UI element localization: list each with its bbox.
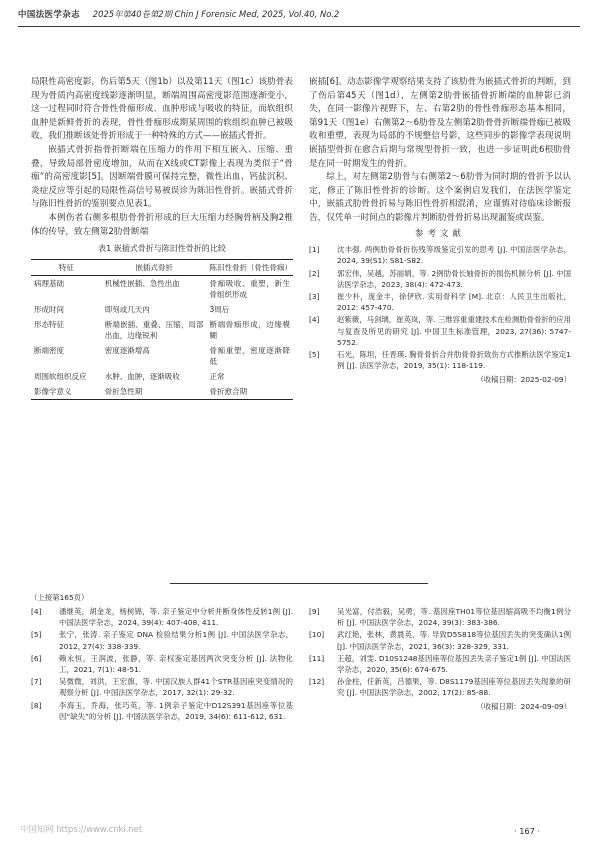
body-paragraph: 本例伤者右侧多根肋骨骨折形成的巨大压缩力经胸骨柄及胸2椎体的传导，致左侧第2肋骨断端 [31, 212, 293, 237]
right-column [309, 76, 571, 387]
body-paragraph: 嵌插式骨折指骨折断端在压缩力的作用下相互嵌入、压缩、重叠，导致局部骨密度增加，从而在X线或CT影像上表现为类似于“骨痂”的高密度影[5]。因断端骨膜可保持完整，微性出血、钙盐沉积、炎症反应等引起的局限性高信号易被误诊为陈旧性骨折。嵌插式骨折与陈旧性骨折的鉴别要点见表1。 [31, 144, 293, 210]
table-row [31, 317, 293, 343]
references-title: 参考文献 [414, 228, 465, 239]
body-paragraph: 嵌插[6]。动态影像学观察结果支持了该肋骨为嵌插式骨折的判断，到了伤后第45天（图1d），左侧第2肋骨嵌插骨折断端的血肿影已消失，在同一影像片视野下，左、右第2肋的骨性骨痂形态基本相同，第91天（图1e）右侧第2～6肋骨及左侧第2肋骨骨折断端骨痂已被吸收和重塑，表现为局部的不规整信号影，这些同步的影像学表现说明嵌插型骨折在愈合后期与常规型骨折一致，也进一步证明此6根肋骨是在同一时期发生的骨折。 [309, 77, 571, 169]
table-cell: 骨折愈合期 [207, 384, 293, 400]
reference-item: [10] 武红艳，张林，黄晨英，等. 导致D5S818等位基因丢失的突变确认1例 [J]. 中国法医学杂志，2021, 36(3): 328-329, 331. [309, 630, 571, 651]
table-cell: 病理基础 [34, 278, 64, 288]
header-rule [18, 26, 580, 27]
reference-item: [8] 李海玉，乔海，张巧英，等. 1例亲子鉴定中D12S391基因座等位基因“缺失”的分析 [J]. 中国法医学杂志，2019, 34(6): 611-612, 631. [31, 700, 293, 721]
comparison-table [31, 259, 293, 400]
reference-item: [3] 崔少朴，庞金丰，徐伊欣. 实用骨科学 [M]. 北京：人民卫生出版社，2012: 457-470. [309, 291, 571, 313]
received-date: （收稿日期：2025-02-09） [476, 375, 571, 385]
table-cell: 骨痂重塑，密度逐渐降低 [209, 345, 290, 366]
journal-name: 中国法医学杂志 [18, 9, 81, 19]
article-divider [170, 583, 428, 584]
table-row [31, 384, 293, 400]
running-header [18, 8, 580, 24]
reference-item: [4] 潘继英，胡金龙，杨树锦，等. 亲子鉴定中分析并断身体性反转1例 [J]. 中国法医学杂志，2024, 39(4): 407-408, 411. [31, 607, 293, 628]
table-cell: 断端嵌插、重叠、压缩，局部出血，边缘锐利 [104, 319, 204, 340]
table-header: 嵌插式骨折 [102, 259, 207, 275]
table-cell: 骨折急性期 [102, 384, 207, 400]
table-row [31, 275, 293, 302]
table-cell: 周围软组织反应 [34, 371, 87, 381]
reference-list [309, 244, 571, 371]
reference-item: [7] 吴微微，刘洪，王宏旗，等. 中国汉族人群41个STR基因座突变情况的观察分析 [J]. 中国法医学杂志，2017, 32(1): 29-32. [31, 677, 293, 698]
body-paragraph: 局限性高密度影，伤后第5天（图1b）以及第11天（图1c）该肋骨表现为骨质内高密度线影逐渐明显，断端周围高密度影范围逐渐变小，这一过程同时符合骨性骨痂形成、血肿形成与吸收的特征，而软组织血肿是新鲜骨折的表现，骨性骨痂形成期某周围的软组织血肿已被吸收，我们推断该处骨折形成于一种特殊的方式——嵌插式骨折。 [31, 77, 293, 142]
reference-item: [1] 沈丰强. 两例肋骨骨折伤残等级鉴定引发的思考 [J]. 中国法医学杂志，2024, 39(S1): S81-S82. [309, 245, 571, 266]
table-cell: 即刻或几天内 [104, 304, 150, 314]
watermark: 中国知网 https://www.cnki.net [20, 824, 143, 834]
reference-item: [6] 赖永恒，王润波，张静，等. 亲权鉴定基因两次突变分析 [J]. 法物化工，2021, 7(1): 48-51. [31, 653, 293, 675]
table-header: 特征 [31, 259, 102, 275]
reference-item: [11] 王超，刘雯. D10S1248基因座等位基因丢失亲子鉴定1例 [J]. 中国法医学杂志，2020, 35(6): 674-675. [309, 653, 571, 675]
table-cell: 骨痂吸收、重塑，新生骨组织形成 [209, 278, 290, 299]
reference-item: [5] 张宁，张涛. 亲子鉴定 DNA 检验结果分析1例 [J]. 中国法医学杂志，2012, 27(4): 338-339. [31, 630, 293, 651]
table-cell: 形成时间 [34, 304, 64, 314]
reference-item: [5] 石光，陈坦，任晋瑛. 胸骨骨折合并肋骨骨折致伤方式推断法医学鉴定1例 [J]. 法医学杂志，2019, 35(1): 118-119. [309, 349, 571, 371]
table-row [31, 369, 293, 384]
received-date: （收稿日期：2024-09-09） [476, 701, 571, 711]
table-cell: 断端骨痂形成，边缘模糊 [209, 319, 290, 340]
body-paragraph: 综上，对左侧第2肋骨与右侧第2～6肋骨为同时期的骨折予以认定，修正了陈旧性骨折的诊断。这个案例启发我们，在法医学鉴定中，嵌插式肋骨骨折易与陈旧性骨折相混淆，应谨慎对待临床诊断报告，仅凭单一时间点的影像片判断肋骨骨折易出现漏鉴或误鉴。 [309, 172, 571, 223]
issue-info: 2025年第40卷第2期 Chin J Forensic Med, 2025, Vol.40, No.2 [92, 9, 340, 19]
table-cell: 3周后 [209, 304, 230, 314]
left-column [31, 76, 293, 400]
reference-item: [12] 孙金柱，任新英，吕德果，等. D8S1179基因座等位基因丢失现象的研究 [J]. 中国法医学杂志，2002, 17(2): 85-88. [309, 677, 571, 698]
table-cell: 水肿、血肿，逐渐吸收 [104, 371, 180, 381]
continued-note: （上接第165页） [30, 593, 89, 602]
table-cell: 断端密度 [34, 345, 64, 355]
page-number: · 167 · [514, 826, 541, 836]
reference-item: [9] 吴光富，付浩毅，吴勇，等. 基因座TH01等位基因缩高吸不均衡1例分析 [J]. 中国法医学杂志，2024, 39(3): 383-386. [309, 607, 571, 628]
table-cell: 正常 [209, 371, 225, 381]
table-row [31, 343, 293, 369]
table-cell: 机械性嵌插、急性出血 [104, 278, 180, 288]
lower-right-references [309, 606, 571, 712]
reference-item: [2] 郭宏伟，吴越，苏丽娟，等. 2例肋骨长轴骨折的损伤机制分析 [J]. 中国法医学杂志，2023, 38(4): 472-473. [309, 268, 571, 289]
table-cell: 形态特征 [34, 319, 64, 329]
table-cell: 影像学意义 [31, 384, 102, 400]
reference-item: [4] 赵紫薇，马剑璃，崔英岚，等. 三维容重重建技术在检测肋骨骨折的应用与复查及所见的研究 [J]. 中国卫生标准管理，2023, 27(36): 5747-5752. [309, 315, 571, 347]
table-row [31, 302, 293, 317]
table-cell: 密度逐渐增高 [104, 345, 150, 355]
table-title: 表1 嵌插式骨折与陈旧性骨折的比较 [98, 244, 226, 254]
lower-left-references [31, 606, 293, 723]
table-header: 陈旧性骨折（骨性骨痂） [207, 259, 293, 275]
